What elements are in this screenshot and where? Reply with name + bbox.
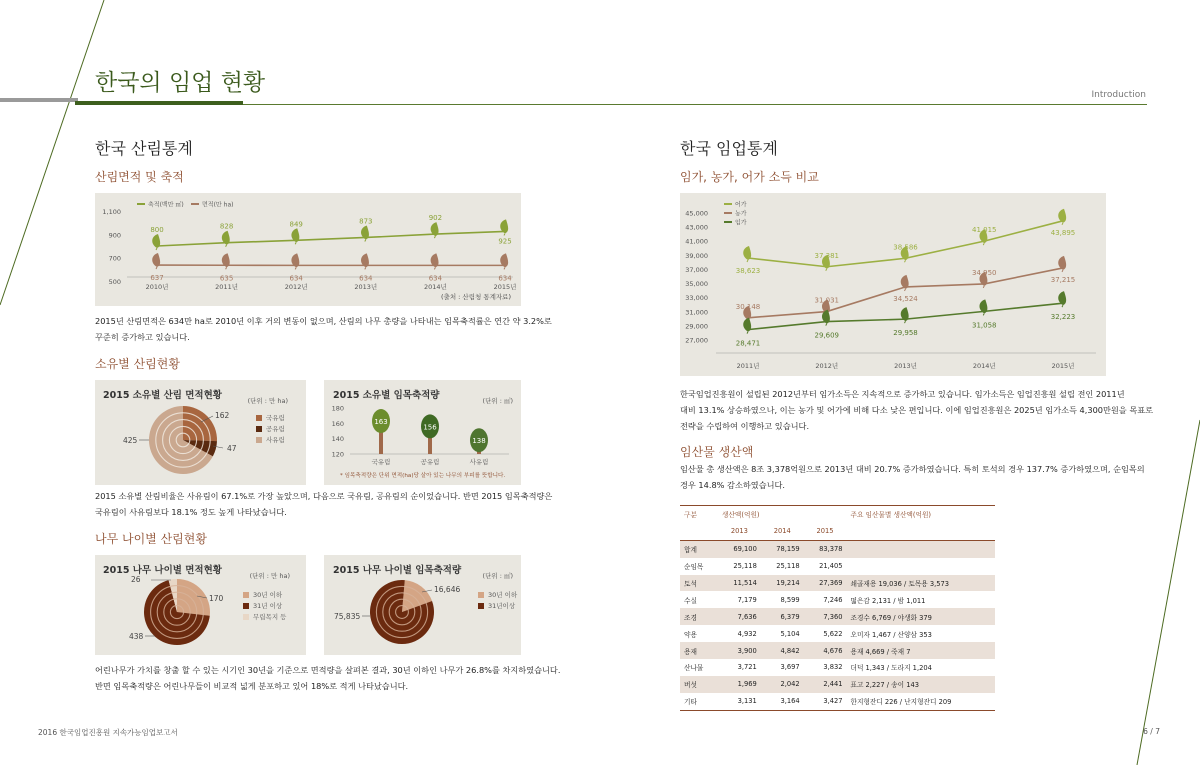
ownership-area-title: 2015 소유별 산림 면적현황 (103, 390, 222, 401)
table-cell-2015: 27,369 (804, 575, 847, 592)
legend-item (243, 590, 282, 599)
legend-label: 31년 이상 (253, 602, 283, 610)
table-cell-2015: 21,405 (819, 562, 843, 571)
table-cell-2014: 19,214 (761, 575, 804, 592)
data-label: 634 (289, 274, 303, 283)
area-volume-chart-panel (95, 193, 521, 306)
data-label: 170 (209, 594, 224, 603)
right-heading: 한국 임업통계 (680, 139, 778, 158)
ownership-volume-title: 2015 소유별 임목축적량 (333, 390, 440, 401)
paragraph-line: 경우 14.8% 감소하였습니다. (680, 480, 785, 490)
table-row (680, 693, 995, 710)
data-label: 634 (428, 274, 443, 283)
data-label: 32,223 (1050, 313, 1076, 322)
x-tick-label: 2011년 (736, 362, 760, 370)
y-tick-label: 31,000 (685, 308, 708, 317)
y-tick-label: 29,000 (685, 322, 708, 331)
legend-label: 국유림 (266, 414, 285, 422)
y-tick-label: 27,000 (685, 336, 708, 345)
data-label: 800 (150, 226, 164, 234)
table-cell-2013: 7,179 (737, 595, 757, 604)
table-cell-2015: 2,441 (804, 676, 847, 693)
y-tick-label: 140 (331, 435, 344, 444)
y-tick-label: 1,100 (102, 208, 121, 216)
legend-label: 무립목지 등 (253, 613, 287, 621)
data-point-leaf-stem (295, 242, 296, 244)
production-table (680, 505, 995, 711)
table-cell-2014: 8,599 (780, 595, 800, 604)
table-cell-2015: 3,427 (804, 693, 847, 710)
table-cell-2014: 5,104 (780, 629, 800, 638)
legend-item (256, 435, 285, 444)
income-subheading: 임가, 농가, 어가 소득 비교 (680, 170, 819, 184)
data-point-leaf-stem (226, 267, 227, 269)
y-tick-label: 43,000 (685, 223, 708, 232)
table-cell-category: 순임목 (684, 563, 704, 572)
legend-label: 축적(백만 ㎥) (148, 201, 184, 209)
legend-swatch (243, 614, 249, 620)
data-point-leaf-stem (1062, 270, 1063, 272)
x-tick-label: 국유림 (371, 458, 391, 466)
table-cell-major: 쇄골재용 19,036 / 토목용 3,573 (846, 575, 995, 592)
legend-label: 30년 이하 (253, 591, 283, 599)
data-point-leaf-stem (983, 313, 984, 315)
legend-label: 사유림 (266, 436, 285, 444)
age-subheading: 나무 나이별 산림현황 (95, 532, 207, 546)
table-cell-2013: 7,636 (718, 608, 761, 625)
y-tick-label: 500 (108, 278, 121, 286)
table-cell-category: 용재 (680, 642, 718, 659)
data-point-leaf-stem (826, 269, 827, 271)
header-gray-bar (0, 98, 78, 102)
data-label: 163 (374, 418, 388, 427)
area-volume-paragraph (95, 313, 552, 345)
data-label: 28,471 (735, 339, 761, 348)
data-label: 29,609 (814, 331, 839, 340)
paragraph-line: 전략을 수립하여 이행하고 있습니다. (680, 421, 810, 431)
chart-source: (출처 : 산림청 통계자료) (441, 293, 511, 301)
y-tick-label: 37,000 (685, 265, 708, 274)
y-tick-label: 700 (108, 254, 121, 263)
age-volume-panel (324, 555, 521, 655)
x-tick-label: 2013년 (894, 362, 917, 370)
data-point-leaf (901, 275, 909, 289)
data-label: 635 (219, 274, 234, 283)
x-tick-label: 2012년 (284, 283, 308, 291)
table-header-row (680, 523, 995, 540)
data-label: 47 (227, 444, 237, 453)
age-area-panel (95, 555, 306, 655)
data-point-leaf-stem (504, 267, 505, 269)
ownership-area-unit: (단위 : 만 ha) (247, 397, 288, 405)
data-label: 31,058 (972, 321, 997, 330)
data-point-leaf-stem (156, 267, 157, 269)
y-tick-label: 160 (331, 419, 344, 428)
x-tick-label: 2014년 (423, 283, 447, 291)
table-cell-major: 용재 4,669 / 죽재 7 (846, 642, 995, 659)
area-volume-line-chart (95, 193, 521, 306)
col-header-blank (846, 523, 995, 540)
data-point-leaf-stem (365, 239, 366, 241)
x-tick-label: 2013년 (354, 283, 378, 291)
income-line-chart (680, 193, 1106, 376)
data-label: 925 (498, 237, 512, 246)
y-tick-label: 33,000 (685, 294, 708, 303)
legend-item (243, 601, 282, 610)
data-label: 37,381 (814, 251, 839, 260)
col-header-year: 2014 (761, 523, 804, 540)
legend-item (478, 601, 515, 610)
paragraph-line: 꾸준히 증가하고 있습니다. (95, 332, 190, 342)
legend-swatch (243, 592, 249, 598)
col-header-blank (680, 523, 718, 540)
ownership-volume-unit: (단위 : ㎥) (482, 397, 513, 405)
table-row (680, 659, 995, 676)
data-label: 828 (219, 222, 234, 231)
legend-item (478, 590, 517, 599)
data-label: 38,623 (735, 266, 761, 275)
legend-label: 공유림 (266, 425, 285, 433)
table-cell-2015: 7,246 (823, 595, 843, 604)
legend-label: 31년이상 (488, 602, 516, 610)
y-tick-label: 180 (331, 404, 344, 413)
x-tick-label: 공유림 (420, 458, 440, 466)
data-point-leaf (152, 234, 160, 248)
col-header-major: 주요 임산물별 생산액(억원) (846, 506, 995, 523)
table-row (680, 591, 995, 608)
paragraph-line: 반면 임목축적량은 어린나무들이 비교적 넓게 분포하고 있어 18%로 적게 나타났습니다. (95, 681, 409, 691)
table-cell-major: 표고 2,227 / 송이 143 (846, 676, 995, 693)
table-cell-category: 합계 (680, 540, 718, 557)
y-tick-label: 39,000 (685, 251, 708, 260)
data-label: 38,586 (893, 243, 918, 252)
paragraph-line: 어린나무가 가치를 창출 할 수 있는 시기인 30년을 기준으로 면적량을 살펴본 결과, 30년 이하인 나무가 26.8%를 차지하였습니다. (95, 665, 561, 675)
table-cell-category: 버섯 (680, 676, 718, 693)
age-paragraph (95, 662, 560, 694)
table-cell-major: 한지형잔디 226 / 난지형잔디 209 (846, 693, 995, 710)
legend-swatch (478, 603, 484, 609)
x-tick-label: 2011년 (215, 283, 239, 291)
data-label: 16,646 (434, 585, 461, 594)
table-cell-2015: 3,832 (823, 663, 843, 672)
table-cell-2015: 4,676 (804, 642, 847, 659)
footer-report-name: 2016 한국임업진흥원 지속가능임업보고서 (38, 728, 178, 737)
page-title: 한국의 임업 현황 (95, 70, 266, 96)
data-point-leaf-stem (905, 289, 906, 291)
table-row (680, 540, 995, 557)
ownership-area-panel (95, 380, 306, 485)
data-label: 156 (423, 423, 437, 432)
data-point-leaf-stem (826, 324, 827, 326)
table-cell-2014: 2,042 (761, 676, 804, 693)
x-tick-label: 2014년 (972, 362, 996, 370)
production-paragraph (680, 461, 1145, 493)
data-point-leaf-stem (983, 286, 984, 288)
data-label: 162 (215, 411, 230, 420)
series-line (157, 231, 505, 246)
data-point-leaf-stem (905, 321, 906, 323)
paragraph-line: 대비 13.1% 상승하였으나, 이는 농가 및 어가에 비해 다소 낮은 편입니다. 이에 임업진흥원은 2025년 임가소득 4,300만원을 목표로 (680, 405, 1154, 415)
data-point-leaf-stem (434, 236, 435, 238)
col-header-amount: 생산액(억원) (718, 506, 846, 523)
footer-page-numbers: 6 / 7 (1143, 727, 1160, 736)
table-header-row (680, 506, 995, 523)
table-cell-category: 약용 (684, 630, 697, 639)
table-cell-2013: 69,100 (718, 540, 761, 557)
table-cell-major: 조경수 6,769 / 야생화 379 (846, 608, 995, 625)
col-header-year: 2015 (804, 523, 847, 540)
data-label: 30,148 (735, 302, 761, 311)
legend-swatch (256, 426, 262, 432)
y-tick-label: 35,000 (685, 280, 708, 289)
data-point-leaf-stem (504, 233, 505, 235)
data-point-leaf-stem (747, 332, 748, 334)
legend-item (256, 424, 285, 433)
table-row (680, 642, 995, 659)
paragraph-line: 한국임업진흥원이 설립된 2012년부터 임가소득은 지속적으로 증가하고 있습니다. 임가소득은 임업진흥원 설립 전인 2011년 (680, 389, 1125, 399)
y-tick-label: 45,000 (685, 209, 708, 218)
data-point-leaf-stem (983, 243, 984, 245)
age-area-unit: (단위 : 만 ha) (249, 572, 290, 580)
data-label: 637 (150, 274, 164, 283)
table-cell-2014: 4,842 (761, 642, 804, 659)
age-area-title: 2015 나무 나이별 면적현황 (103, 565, 222, 576)
table-cell-2015: 5,622 (823, 629, 843, 638)
legend-swatch (256, 437, 262, 443)
table-cell-category: 기타 (680, 693, 718, 710)
table-row (680, 625, 995, 642)
data-point-leaf (1058, 256, 1066, 270)
table-row (680, 676, 995, 693)
volume-footnote: * 임목축적량은 단위 면적(ha)당 살아 있는 나무의 부피를 뜻합니다. (340, 473, 506, 479)
table-cell-2015: 7,360 (804, 608, 847, 625)
data-label: 34,524 (893, 294, 918, 303)
ownership-volume-panel (324, 380, 521, 485)
table-cell-2013: 1,969 (718, 676, 761, 693)
data-label: 75,835 (334, 612, 361, 621)
table-cell-major (846, 540, 995, 557)
data-label: 873 (359, 217, 373, 226)
table-cell-2013: 3,131 (718, 693, 761, 710)
income-paragraph (680, 386, 1153, 434)
legend-label: 30년 이하 (488, 591, 518, 599)
x-tick-label: 2015년 (493, 283, 517, 291)
data-label: 634 (498, 274, 512, 283)
data-point-leaf (1058, 209, 1066, 223)
legend-label: 농가 (735, 210, 747, 218)
legend-swatch (256, 415, 262, 421)
table-cell-2014: 3,697 (780, 663, 800, 672)
data-label: 138 (472, 437, 486, 446)
data-point-leaf-stem (365, 267, 366, 269)
paragraph-line: 2015년 산림면적은 634만 ha로 2010년 이후 거의 변동이 없으며, 산림의 나무 총량을 나타내는 임목축적률은 연간 약 3.2%로 (95, 316, 552, 326)
data-point-leaf (743, 246, 751, 260)
table-cell-2013: 25,118 (733, 562, 757, 571)
table-cell-major: 떫은감 2,131 / 밤 1,011 (850, 596, 926, 605)
table-cell-2014: 3,164 (761, 693, 804, 710)
data-point-leaf (743, 318, 751, 332)
table-cell-major: 더덕 1,343 / 도라지 1,204 (850, 664, 932, 673)
title-underline (75, 101, 243, 105)
table-cell-2014: 78,159 (761, 540, 804, 557)
data-point-leaf-stem (295, 267, 296, 269)
table-row (680, 558, 995, 575)
table-cell-category: 산나물 (684, 664, 704, 673)
y-tick-label: 900 (108, 231, 121, 240)
table-row (680, 575, 995, 592)
age-volume-title: 2015 나무 나이별 임목축적량 (333, 565, 462, 576)
legend-item (256, 413, 285, 422)
col-header-year: 2013 (718, 523, 761, 540)
data-label: 43,895 (1050, 228, 1076, 237)
table-cell-category: 토석 (680, 575, 718, 592)
data-label: 425 (123, 436, 138, 445)
data-label: 31,031 (814, 296, 839, 305)
section-label: Introduction (1091, 90, 1146, 100)
paragraph-line: 2015 소유별 산림비율은 사유림이 67.1%로 가장 높았으며, 다음으로 국유림, 공유림의 순이었습니다. 반면 2015 임목축적량은 (95, 491, 553, 501)
legend-label: 어가 (735, 201, 747, 209)
header-rule (243, 104, 1147, 105)
ownership-subheading: 소유별 산림현황 (95, 357, 180, 371)
data-point-leaf-stem (434, 267, 435, 269)
ownership-paragraph (95, 488, 552, 520)
table-cell-major (846, 558, 995, 575)
legend-item (243, 612, 286, 621)
age-volume-unit: (단위 : ㎥) (482, 572, 513, 580)
data-label: 29,958 (893, 329, 918, 338)
data-label: 634 (359, 274, 373, 283)
legend-label: 면적(만 ha) (202, 201, 234, 209)
table-cell-2013: 4,932 (737, 629, 757, 638)
table-cell-2013: 3,900 (718, 642, 761, 659)
area-volume-subheading: 산림면적 및 축적 (95, 170, 184, 184)
data-point-leaf-stem (747, 260, 748, 262)
x-tick-label: 2012년 (815, 362, 839, 370)
y-tick-label: 41,000 (685, 237, 708, 246)
table-cell-category: 수실 (684, 596, 697, 605)
production-subheading: 임산물 생산액 (680, 445, 754, 459)
income-chart-panel (680, 193, 1106, 376)
table-cell-2015: 83,378 (804, 540, 847, 557)
table-cell-2014: 6,379 (761, 608, 804, 625)
data-point-leaf-stem (1062, 305, 1063, 307)
table-cell-major: 오미자 1,467 / 산양삼 353 (850, 630, 932, 639)
data-point-leaf-stem (1062, 223, 1063, 225)
legend-swatch (478, 592, 484, 598)
data-label: 41,015 (972, 226, 997, 235)
left-heading: 한국 산림통계 (95, 139, 193, 158)
y-tick-label: 120 (331, 450, 344, 459)
data-label: 37,215 (1050, 275, 1076, 284)
table-cell-2014: 25,118 (776, 562, 800, 571)
x-tick-label: 2010년 (145, 283, 169, 291)
data-label: 34,950 (972, 268, 997, 277)
col-header-category: 구분 (680, 506, 718, 523)
data-label: 849 (289, 220, 303, 229)
data-point-leaf-stem (905, 260, 906, 262)
data-label: 902 (428, 214, 443, 223)
x-tick-label: 2015년 (1051, 362, 1075, 370)
data-point-leaf (152, 253, 160, 267)
data-point-leaf-stem (226, 245, 227, 247)
table-row (680, 608, 995, 625)
ownership-volume-tree-chart (324, 380, 521, 485)
table-cell-category: 조경 (680, 608, 718, 625)
legend-swatch (243, 603, 249, 609)
paragraph-line: 국유림이 사유림보다 18.1% 정도 높게 나타났습니다. (95, 507, 287, 517)
x-tick-label: 사유림 (469, 458, 489, 466)
legend-label: 임가 (735, 219, 747, 227)
data-label: 438 (129, 632, 144, 641)
table-cell-2013: 3,721 (737, 663, 757, 672)
data-label: 26 (131, 575, 141, 584)
table-cell-2013: 11,514 (718, 575, 761, 592)
paragraph-line: 임산물 총 생산액은 8조 3,378억원으로 2013년 대비 20.7% 증가하였습니다. 특히 토석의 경우 137.7% 증가하였으며, 순임목의 (680, 464, 1145, 474)
data-point-leaf-stem (156, 248, 157, 250)
